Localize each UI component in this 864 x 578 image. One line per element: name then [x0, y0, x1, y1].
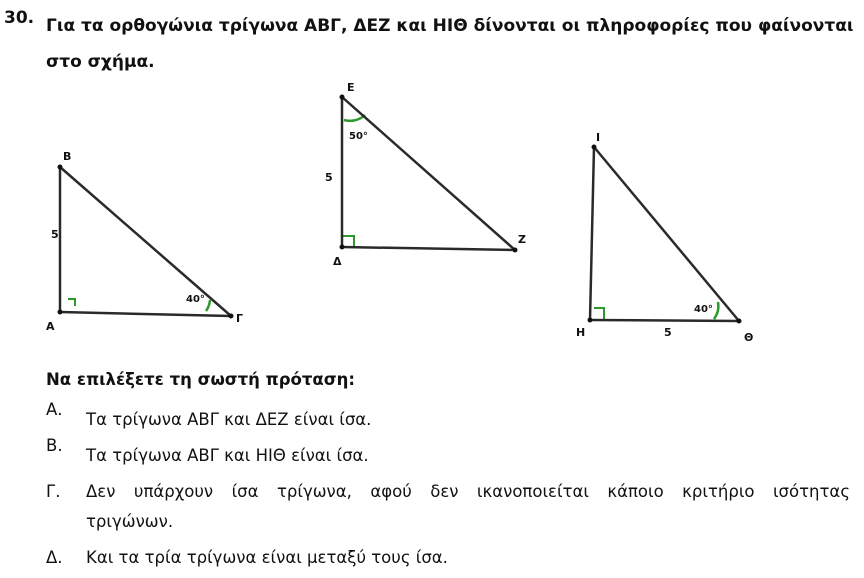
- option-c-text-line2: τριγώνων.: [86, 512, 174, 531]
- vertex-z: [513, 248, 518, 253]
- label-b: Β: [63, 150, 72, 163]
- label-d: Δ: [333, 255, 342, 268]
- side-label-de: 5: [325, 171, 333, 184]
- angle-label-e: 50°: [349, 131, 368, 142]
- right-angle-marker-a: [68, 299, 75, 306]
- question-text-line2: στο σχήμα.: [46, 52, 155, 72]
- vertex-e: [340, 95, 345, 100]
- vertex-th: [737, 319, 742, 324]
- vertex-b: [58, 165, 63, 170]
- angle-arc-g: [206, 300, 210, 311]
- instruction-prompt: Να επιλέξετε τη σωστή πρόταση:: [46, 370, 355, 389]
- label-e: Ε: [347, 81, 355, 94]
- side-dz: [342, 247, 515, 250]
- side-ith: [594, 147, 739, 321]
- option-b-letter: Β.: [46, 436, 63, 455]
- right-angle-marker-h: [594, 308, 604, 319]
- triangle-abg: [46, 150, 243, 333]
- label-a: Α: [46, 320, 55, 333]
- side-ag: [60, 312, 231, 316]
- label-h: Η: [576, 326, 586, 339]
- label-i: Ι: [596, 131, 601, 144]
- label-g: Γ: [236, 312, 244, 325]
- side-hth: [590, 320, 739, 321]
- vertex-d: [340, 245, 345, 250]
- angle-arc-th: [714, 302, 718, 319]
- option-a-letter: Α.: [46, 400, 63, 419]
- option-a-text: Τα τρίγωνα ΑΒΓ και ΔΕΖ είναι ίσα.: [86, 410, 372, 429]
- angle-label-g: 40°: [186, 294, 205, 305]
- angle-label-th: 40°: [694, 304, 713, 315]
- side-label-hth: 5: [664, 326, 672, 339]
- question-text-line1: Για τα ορθογώνια τρίγωνα ΑΒΓ, ΔΕΖ και ΗΙΘ δίνονται οι πληροφορίες που φαίνονται: [46, 16, 854, 36]
- option-d-letter: Δ.: [46, 548, 63, 567]
- question-number: 30.: [4, 8, 35, 28]
- vertex-h: [588, 318, 593, 323]
- vertex-g: [229, 314, 234, 319]
- vertex-a: [58, 310, 63, 315]
- label-z: Ζ: [518, 233, 526, 246]
- option-c-text-line1: Δεν υπάρχουν ίσα τρίγωνα, αφού δεν ικανοποιείται κάποιο κριτήριο ισότητας: [86, 482, 850, 501]
- side-label-ab: 5: [51, 228, 59, 241]
- vertex-i: [592, 145, 597, 150]
- triangle-dez: [325, 81, 526, 268]
- option-d-text: Και τα τρία τρίγωνα είναι μεταξύ τους ίσα.: [86, 548, 448, 567]
- option-c-letter: Γ.: [46, 482, 61, 501]
- label-th: Θ: [744, 331, 754, 344]
- side-ez: [342, 97, 515, 250]
- option-b-text: Τα τρίγωνα ΑΒΓ και ΗΙΘ είναι ίσα.: [86, 446, 369, 465]
- side-hi: [590, 147, 594, 320]
- side-bg: [60, 167, 231, 316]
- triangle-hith: [576, 131, 753, 344]
